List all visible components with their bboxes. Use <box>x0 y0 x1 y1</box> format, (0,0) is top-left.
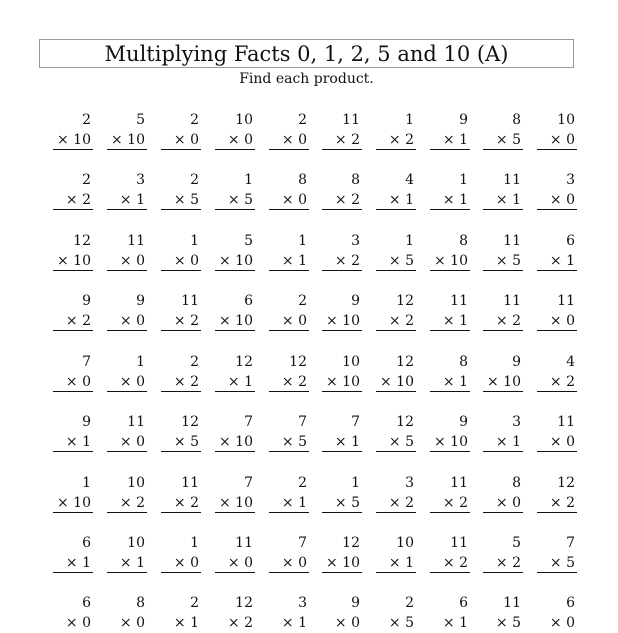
multiplicand: 12 <box>396 293 414 309</box>
multiplier: × 1 <box>107 553 147 573</box>
problem-1-5 <box>269 110 309 150</box>
multiplicand: 1 <box>459 172 468 188</box>
multiplicand: 9 <box>136 293 145 309</box>
problem-4-7 <box>376 291 416 331</box>
multiplicand: 11 <box>503 233 521 249</box>
multiplier: × 2 <box>227 615 253 631</box>
problem-5-7 <box>376 352 416 392</box>
problem-3-3 <box>161 231 201 271</box>
multiplier: × 2 <box>161 493 201 513</box>
multiplier: × 10 <box>53 251 93 271</box>
problem-6-10 <box>537 412 577 452</box>
multiplier: × 0 <box>269 130 309 150</box>
multiplier: × 0 <box>269 311 309 331</box>
multiplier: × 10 <box>107 130 147 150</box>
multiplicand: 3 <box>351 233 360 249</box>
multiplicand: 12 <box>235 354 253 370</box>
problem-2-8 <box>430 170 470 210</box>
multiplier: × 0 <box>537 432 577 452</box>
multiplier: × 0 <box>161 553 201 573</box>
problem-1-7 <box>376 110 416 150</box>
multiplicand: 9 <box>351 595 360 611</box>
multiplier: × 10 <box>215 311 255 331</box>
multiplier: × 5 <box>495 615 521 631</box>
multiplier: × 0 <box>53 372 93 392</box>
problem-2-4 <box>215 170 255 210</box>
multiplier: × 10 <box>215 251 255 271</box>
multiplicand: 12 <box>289 354 307 370</box>
multiplier: × 1 <box>215 372 255 392</box>
multiplicand: 11 <box>127 414 145 430</box>
multiplier: × 10 <box>430 432 470 452</box>
multiplier: × 5 <box>322 493 362 513</box>
problem-6-3 <box>161 412 201 452</box>
problem-1-10 <box>537 110 577 150</box>
problem-2-9 <box>483 170 523 210</box>
multiplier: × 1 <box>442 615 468 631</box>
multiplicand: 1 <box>244 172 253 188</box>
multiplier: × 10 <box>322 553 362 573</box>
multiplicand: 1 <box>82 475 91 491</box>
multiplier: × 5 <box>483 251 523 271</box>
multiplicand: 9 <box>82 293 91 309</box>
multiplicand: 7 <box>566 535 575 551</box>
problem-8-5 <box>269 533 309 573</box>
problem-8-3 <box>161 533 201 573</box>
multiplicand: 2 <box>405 595 414 611</box>
multiplicand: 6 <box>566 595 575 611</box>
problem-5-2 <box>107 352 147 392</box>
multiplicand: 1 <box>351 475 360 491</box>
multiplier: × 0 <box>269 553 309 573</box>
multiplicand: 10 <box>127 475 145 491</box>
problem-2-7 <box>376 170 416 210</box>
problem-8-8 <box>430 533 470 573</box>
multiplicand: 8 <box>298 172 307 188</box>
multiplicand: 2 <box>190 112 199 128</box>
problem-3-9 <box>483 231 523 271</box>
multiplicand: 6 <box>82 595 91 611</box>
multiplier: × 0 <box>483 493 523 513</box>
problem-7-3 <box>161 473 201 513</box>
problem-9-3 <box>161 593 201 633</box>
problem-7-8 <box>430 473 470 513</box>
multiplicand: 5 <box>512 535 521 551</box>
problem-4-6 <box>322 291 362 331</box>
problem-2-3 <box>161 170 201 210</box>
multiplicand: 7 <box>82 354 91 370</box>
problem-9-8 <box>430 593 470 633</box>
multiplicand: 10 <box>557 112 575 128</box>
multiplicand: 12 <box>73 233 91 249</box>
multiplicand: 12 <box>181 414 199 430</box>
multiplicand: 12 <box>557 475 575 491</box>
multiplier: × 0 <box>549 615 575 631</box>
problem-6-5 <box>269 412 309 452</box>
multiplier: × 0 <box>537 190 577 210</box>
problem-7-2 <box>107 473 147 513</box>
multiplier: × 10 <box>376 372 416 392</box>
multiplier: × 2 <box>161 311 201 331</box>
multiplicand: 2 <box>298 112 307 128</box>
problem-4-10 <box>537 291 577 331</box>
multiplier: × 2 <box>322 190 362 210</box>
problem-5-3 <box>161 352 201 392</box>
multiplicand: 11 <box>450 475 468 491</box>
multiplier: × 0 <box>65 615 91 631</box>
multiplicand: 7 <box>351 414 360 430</box>
multiplier: × 5 <box>483 130 523 150</box>
multiplicand: 7 <box>244 475 253 491</box>
multiplicand: 5 <box>244 233 253 249</box>
problem-1-6 <box>322 110 362 150</box>
problem-3-2 <box>107 231 147 271</box>
multiplicand: 7 <box>298 535 307 551</box>
problem-4-9 <box>483 291 523 331</box>
multiplier: × 10 <box>215 493 255 513</box>
multiplicand: 10 <box>342 354 360 370</box>
problem-8-6 <box>322 533 362 573</box>
problem-3-5 <box>269 231 309 271</box>
multiplier: × 0 <box>334 615 360 631</box>
problem-4-1 <box>53 291 93 331</box>
multiplicand: 9 <box>512 354 521 370</box>
multiplier: × 1 <box>537 251 577 271</box>
problem-6-1 <box>53 412 93 452</box>
multiplier: × 1 <box>53 553 93 573</box>
multiplicand: 11 <box>450 535 468 551</box>
multiplicand: 9 <box>82 414 91 430</box>
problem-9-10 <box>537 593 577 633</box>
multiplicand: 11 <box>181 293 199 309</box>
problem-9-5 <box>269 593 309 633</box>
problem-4-2 <box>107 291 147 331</box>
problem-9-6 <box>322 593 362 633</box>
multiplier: × 2 <box>322 251 362 271</box>
problem-6-7 <box>376 412 416 452</box>
multiplier: × 5 <box>215 190 255 210</box>
multiplicand: 7 <box>244 414 253 430</box>
problem-1-8 <box>430 110 470 150</box>
multiplicand: 2 <box>82 172 91 188</box>
multiplicand: 2 <box>190 595 199 611</box>
multiplicand: 3 <box>136 172 145 188</box>
multiplier: × 1 <box>269 493 309 513</box>
multiplier: × 2 <box>376 311 416 331</box>
problem-7-1 <box>53 473 93 513</box>
problem-6-8 <box>430 412 470 452</box>
multiplicand: 11 <box>557 293 575 309</box>
problem-9-7 <box>376 593 416 633</box>
multiplicand: 4 <box>566 354 575 370</box>
multiplicand: 9 <box>459 414 468 430</box>
multiplier: × 2 <box>376 130 416 150</box>
multiplicand: 5 <box>136 112 145 128</box>
problem-6-4 <box>215 412 255 452</box>
multiplicand: 12 <box>235 595 253 611</box>
multiplicand: 11 <box>503 172 521 188</box>
problem-8-4 <box>215 533 255 573</box>
problem-6-9 <box>483 412 523 452</box>
multiplicand: 10 <box>396 535 414 551</box>
problem-1-1 <box>53 110 93 150</box>
problem-1-2 <box>107 110 147 150</box>
multiplier: × 2 <box>53 311 93 331</box>
problem-2-1 <box>53 170 93 210</box>
multiplicand: 11 <box>181 475 199 491</box>
problem-7-7 <box>376 473 416 513</box>
problem-3-1 <box>53 231 93 271</box>
multiplier: × 2 <box>269 372 309 392</box>
multiplicand: 1 <box>405 112 414 128</box>
multiplicand: 8 <box>459 233 468 249</box>
multiplier: × 5 <box>388 615 414 631</box>
multiplier: × 2 <box>376 493 416 513</box>
multiplier: × 1 <box>483 190 523 210</box>
multiplicand: 8 <box>459 354 468 370</box>
multiplier: × 0 <box>161 251 201 271</box>
multiplier: × 10 <box>53 493 93 513</box>
multiplier: × 0 <box>215 553 255 573</box>
problem-4-3 <box>161 291 201 331</box>
problem-1-4 <box>215 110 255 150</box>
multiplier: × 5 <box>161 190 201 210</box>
problem-4-5 <box>269 291 309 331</box>
multiplier: × 1 <box>376 553 416 573</box>
multiplier: × 0 <box>107 372 147 392</box>
multiplier: × 0 <box>269 190 309 210</box>
problem-4-8 <box>430 291 470 331</box>
problem-6-2 <box>107 412 147 452</box>
multiplicand: 1 <box>190 535 199 551</box>
multiplier: × 1 <box>376 190 416 210</box>
problem-9-4 <box>215 593 255 633</box>
multiplier: × 1 <box>173 615 199 631</box>
multiplicand: 11 <box>235 535 253 551</box>
multiplier: × 1 <box>322 432 362 452</box>
multiplicand: 2 <box>190 354 199 370</box>
multiplier: × 0 <box>215 130 255 150</box>
multiplier: × 1 <box>483 432 523 452</box>
problem-3-4 <box>215 231 255 271</box>
multiplier: × 1 <box>430 372 470 392</box>
multiplicand: 1 <box>405 233 414 249</box>
multiplicand: 11 <box>342 112 360 128</box>
multiplier: × 2 <box>483 311 523 331</box>
multiplicand: 1 <box>136 354 145 370</box>
problem-7-6 <box>322 473 362 513</box>
multiplicand: 6 <box>566 233 575 249</box>
problem-9-1 <box>53 593 93 633</box>
multiplicand: 3 <box>298 595 307 611</box>
multiplier: × 2 <box>430 553 470 573</box>
problem-5-10 <box>537 352 577 392</box>
problem-3-7 <box>376 231 416 271</box>
multiplicand: 11 <box>503 595 521 611</box>
multiplier: × 5 <box>376 432 416 452</box>
problem-3-10 <box>537 231 577 271</box>
multiplier: × 10 <box>53 130 93 150</box>
multiplier: × 0 <box>119 615 145 631</box>
problem-5-4 <box>215 352 255 392</box>
multiplicand: 10 <box>127 535 145 551</box>
multiplier: × 1 <box>430 311 470 331</box>
multiplicand: 11 <box>503 293 521 309</box>
problem-4-4 <box>215 291 255 331</box>
problem-1-3 <box>161 110 201 150</box>
multiplicand: 7 <box>298 414 307 430</box>
problem-9-2 <box>107 593 147 633</box>
multiplier: × 2 <box>430 493 470 513</box>
multiplier: × 1 <box>269 251 309 271</box>
multiplier: × 5 <box>537 553 577 573</box>
problem-5-6 <box>322 352 362 392</box>
problem-2-6 <box>322 170 362 210</box>
multiplier: × 2 <box>53 190 93 210</box>
problem-8-2 <box>107 533 147 573</box>
multiplicand: 11 <box>557 414 575 430</box>
multiplicand: 8 <box>351 172 360 188</box>
multiplier: × 10 <box>215 432 255 452</box>
multiplier: × 1 <box>430 130 470 150</box>
problem-8-7 <box>376 533 416 573</box>
problem-8-9 <box>483 533 523 573</box>
multiplier: × 2 <box>537 372 577 392</box>
multiplier: × 10 <box>322 311 362 331</box>
multiplicand: 6 <box>82 535 91 551</box>
multiplicand: 11 <box>127 233 145 249</box>
multiplicand: 2 <box>298 293 307 309</box>
problem-8-10 <box>537 533 577 573</box>
multiplicand: 9 <box>351 293 360 309</box>
multiplier: × 5 <box>376 251 416 271</box>
multiplier: × 5 <box>269 432 309 452</box>
multiplicand: 9 <box>459 112 468 128</box>
multiplier: × 0 <box>161 130 201 150</box>
problem-7-9 <box>483 473 523 513</box>
problem-7-4 <box>215 473 255 513</box>
multiplier: × 2 <box>107 493 147 513</box>
multiplicand: 8 <box>136 595 145 611</box>
multiplicand: 8 <box>512 475 521 491</box>
multiplier: × 5 <box>161 432 201 452</box>
problem-5-8 <box>430 352 470 392</box>
multiplier: × 2 <box>322 130 362 150</box>
multiplicand: 3 <box>405 475 414 491</box>
multiplicand: 8 <box>512 112 521 128</box>
problem-5-1 <box>53 352 93 392</box>
multiplier: × 10 <box>483 372 523 392</box>
worksheet-instructions: Find each product. <box>239 71 374 87</box>
problem-3-8 <box>430 231 470 271</box>
problem-3-6 <box>322 231 362 271</box>
multiplicand: 10 <box>235 112 253 128</box>
multiplier: × 0 <box>537 130 577 150</box>
multiplicand: 12 <box>342 535 360 551</box>
multiplier: × 0 <box>107 311 147 331</box>
multiplier: × 2 <box>537 493 577 513</box>
multiplier: × 1 <box>107 190 147 210</box>
problem-7-5 <box>269 473 309 513</box>
worksheet-title: Multiplying Facts 0, 1, 2, 5 and 10 (A) <box>39 39 574 68</box>
problem-9-9 <box>483 593 523 633</box>
multiplicand: 3 <box>512 414 521 430</box>
problem-8-1 <box>53 533 93 573</box>
multiplier: × 10 <box>430 251 470 271</box>
multiplier: × 2 <box>483 553 523 573</box>
multiplicand: 6 <box>244 293 253 309</box>
multiplicand: 1 <box>190 233 199 249</box>
multiplier: × 1 <box>53 432 93 452</box>
multiplier: × 10 <box>322 372 362 392</box>
multiplicand: 6 <box>459 595 468 611</box>
problem-7-10 <box>537 473 577 513</box>
multiplier: × 2 <box>161 372 201 392</box>
problem-2-2 <box>107 170 147 210</box>
multiplier: × 0 <box>537 311 577 331</box>
problem-5-5 <box>269 352 309 392</box>
multiplier: × 0 <box>107 432 147 452</box>
multiplier: × 1 <box>430 190 470 210</box>
multiplicand: 4 <box>405 172 414 188</box>
multiplicand: 2 <box>298 475 307 491</box>
multiplicand: 12 <box>396 414 414 430</box>
problem-5-9 <box>483 352 523 392</box>
multiplicand: 3 <box>566 172 575 188</box>
multiplicand: 2 <box>190 172 199 188</box>
multiplier: × 0 <box>107 251 147 271</box>
problem-2-10 <box>537 170 577 210</box>
problem-1-9 <box>483 110 523 150</box>
multiplicand: 2 <box>82 112 91 128</box>
multiplicand: 12 <box>396 354 414 370</box>
multiplicand: 1 <box>298 233 307 249</box>
problem-2-5 <box>269 170 309 210</box>
multiplicand: 11 <box>450 293 468 309</box>
multiplier: × 1 <box>281 615 307 631</box>
problem-6-6 <box>322 412 362 452</box>
